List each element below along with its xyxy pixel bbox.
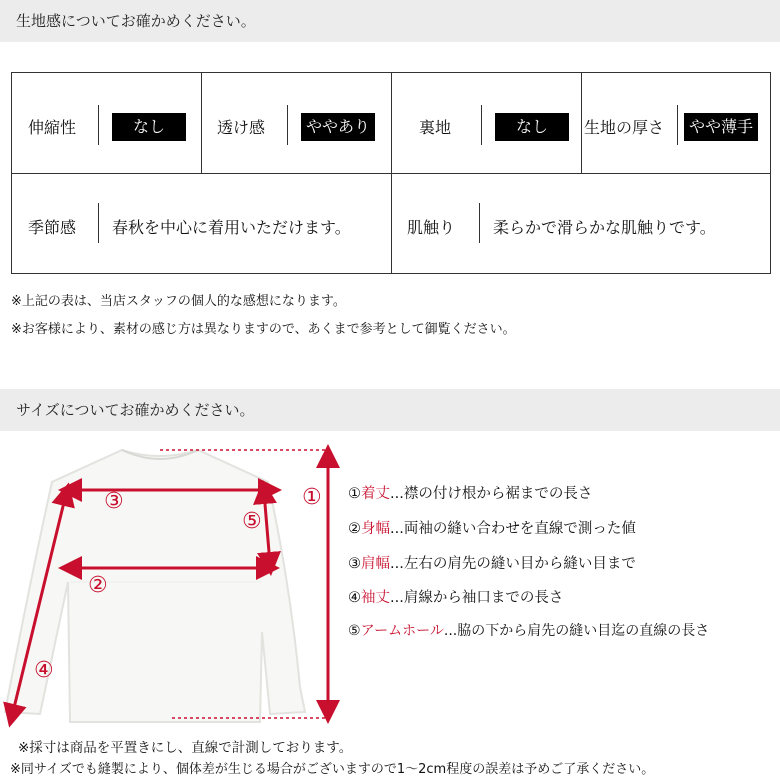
thickness-value-badge: やや薄手	[684, 113, 758, 141]
fabric-table	[11, 72, 771, 274]
lining-cell	[391, 73, 581, 173]
stretch-label: 伸縮性	[28, 118, 77, 137]
fabric-note: ※上記の表は、当店スタッフの個人的な感想になります。	[11, 294, 346, 309]
fabric-note: ※お客様により、素材の感じ方は異なりますので、あくまで参考として御覧ください。	[11, 322, 516, 337]
season-cell	[12, 173, 391, 273]
texture-label: 肌触り	[407, 218, 456, 237]
texture-value: 柔らかで滑らかな肌触りです。	[493, 218, 716, 237]
legend-item: ④袖丈...肩線から袖口までの長さ	[348, 590, 564, 606]
size-section-title: サイズについてお確かめください。	[0, 389, 780, 431]
fabric-table-row	[12, 173, 770, 273]
marker-shoulder: ③	[104, 489, 124, 514]
marker-sleeve: ④	[34, 658, 54, 683]
stretch-value-badge: なし	[112, 113, 186, 141]
shirt-illustration	[0, 432, 345, 732]
legend-item: ③肩幅...左右の肩先の縫い目から縫い目まで	[348, 556, 636, 572]
legend-item: ②身幅...両袖の縫い合わせを直線で測った値	[348, 521, 636, 537]
fabric-table-row	[12, 73, 770, 174]
texture-cell	[391, 173, 771, 273]
legend-item: ⑤アームホール...脇の下から肩先の縫い目迄の直線の長さ	[348, 623, 710, 639]
sheer-label: 透け感	[217, 118, 266, 137]
size-footnote: ※採寸は商品を平置きにし、直線で計測しております。	[18, 740, 353, 756]
sheer-value-badge: ややあり	[301, 113, 375, 141]
lining-value-badge: なし	[495, 113, 569, 141]
season-value: 春秋を中心に着用いただけます。	[112, 218, 351, 237]
thickness-label: 生地の厚さ	[584, 118, 665, 137]
thickness-cell	[581, 73, 771, 173]
sheer-cell	[201, 73, 391, 173]
stretch-cell	[12, 73, 201, 173]
marker-chest: ②	[88, 573, 108, 598]
legend-item: ①着丈...襟の付け根から裾までの長さ	[348, 486, 593, 502]
fabric-section-title: 生地感についてお確かめください。	[0, 0, 780, 42]
season-label: 季節感	[28, 218, 77, 237]
shirt-diagram	[0, 432, 345, 732]
lining-label: 裏地	[419, 118, 452, 137]
marker-armhole: ⑤	[242, 509, 262, 534]
marker-length: ①	[302, 485, 322, 510]
size-footnote: ※同サイズでも縫製により、個体差が生じる場合がございますので1～2cm程度の誤差は予めご了承ください。	[10, 762, 655, 777]
